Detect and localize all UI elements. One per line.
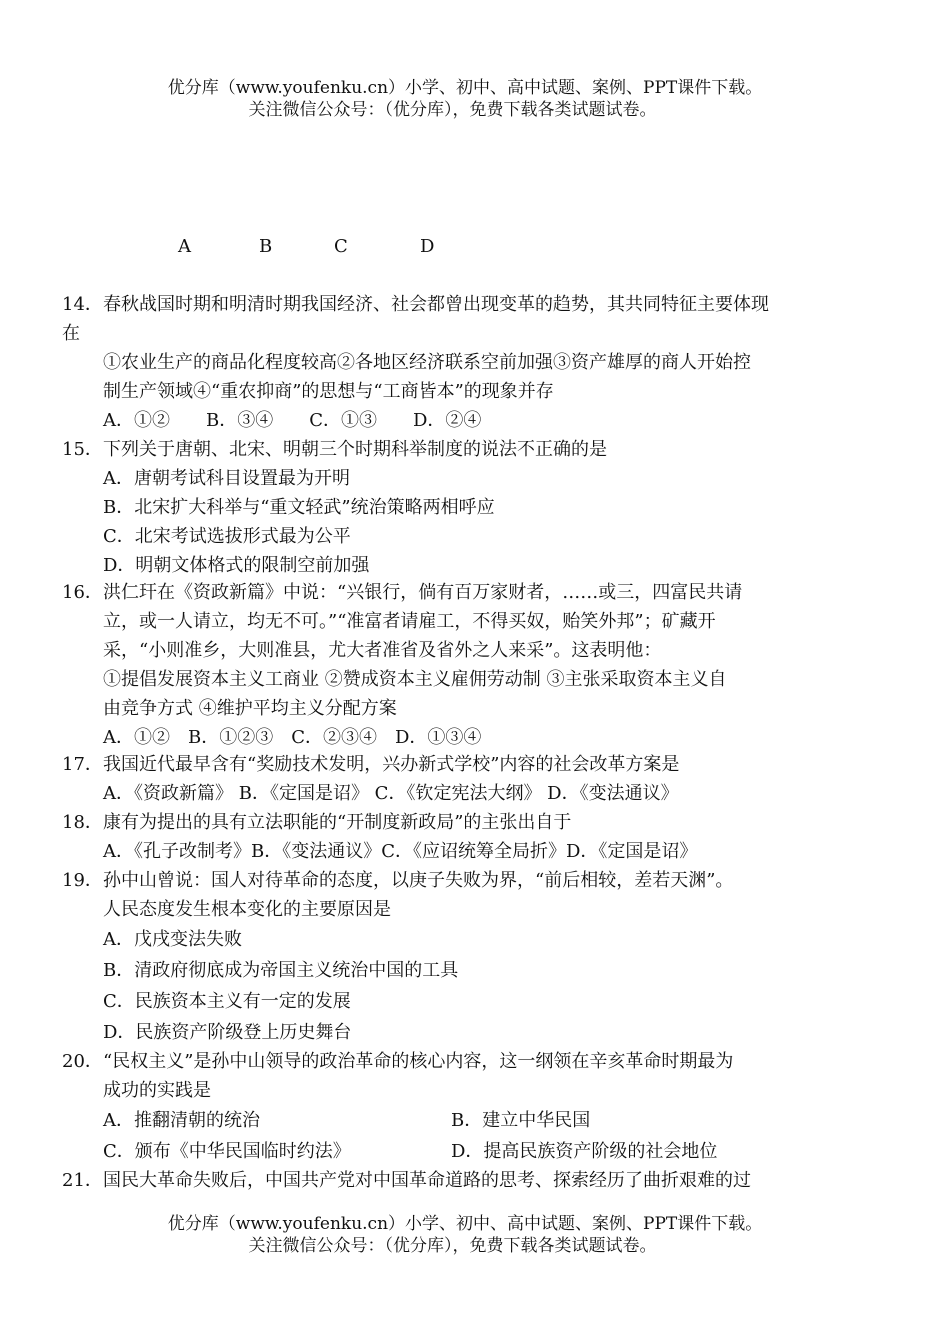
question-number: 20．	[62, 1051, 103, 1072]
stem-line: 人民态度发生根本变化的主要原因是	[103, 899, 391, 920]
answer-options: A．①② B．③④ C．①③ D．②④	[103, 410, 482, 431]
statement-line: ①提倡发展资本主义工商业 ②赞成资本主义雇佣劳动制 ③主张采取资本主义自	[103, 669, 727, 690]
question-19	[62, 866, 822, 1048]
options-row-2	[103, 1136, 822, 1167]
header-line-2: 关注微信公众号：（优分库），免费下载各类试题试卷。	[248, 100, 657, 120]
question-stem	[103, 578, 822, 752]
question-stem	[103, 290, 822, 319]
question-number: 19．	[62, 870, 103, 891]
answer-options: A．《资政新篇》 B．《定国是诏》 C．《钦定宪法大纲》 D．《变法通议》	[103, 783, 679, 804]
question-stem	[103, 750, 822, 808]
question-number: 15．	[62, 439, 103, 460]
stem-line: “民权主义”是孙中山领导的政治革命的核心内容，这一纲领在辛亥革命时期最为	[103, 1051, 734, 1072]
header-line-1: 优分库（www.youfenku.cn）小学、初中、高中试题、案例、PPT课件下载。	[167, 78, 763, 98]
question-stem	[103, 435, 822, 464]
question-stem	[103, 1166, 822, 1195]
question-number: 16．	[62, 582, 103, 603]
footer-line-1: 优分库（www.youfenku.cn）小学、初中、高中试题、案例、PPT课件下载。	[167, 1214, 763, 1234]
option-d: D．提高民族资产阶级的社会地位	[451, 1141, 718, 1162]
question-20	[62, 1047, 822, 1167]
question-number: 14．	[62, 294, 103, 315]
image-option-label-c: C	[334, 236, 348, 257]
question-21	[62, 1166, 822, 1195]
option-a: A．推翻清朝的统治	[103, 1110, 260, 1131]
stem-line: 春秋战国时期和明清时期我国经济、社会都曾出现变革的趋势，其共同特征主要体现	[103, 294, 769, 315]
image-option-label-a: A	[178, 236, 191, 257]
image-option-label-d: D	[420, 236, 435, 257]
option-b: B．北宋扩大科举与“重文轻武”统治策略两相呼应	[103, 497, 495, 518]
option-b: B．清政府彻底成为帝国主义统治中国的工具	[103, 960, 459, 981]
stem-line: 我国近代最早含有“奖励技术发明，兴办新式学校”内容的社会改革方案是	[103, 754, 680, 775]
question-number: 17．	[62, 754, 103, 775]
stem-line: 成功的实践是	[103, 1080, 211, 1101]
question-stem	[103, 866, 822, 1048]
question-15	[62, 435, 822, 580]
answer-options	[103, 464, 822, 580]
statement-line: 由竞争方式 ④维护平均主义分配方案	[103, 698, 397, 719]
option-c: C．颁布《中华民国临时约法》	[103, 1141, 351, 1162]
stem-line: 康有为提出的具有立法职能的“开制度新政局”的主张出自于	[103, 812, 572, 833]
option-d: D．民族资产阶级登上历史舞台	[103, 1022, 352, 1043]
option-b: B．建立中华民国	[451, 1110, 591, 1131]
stem-line: 国民大革命失败后，中国共产党对中国革命道路的思考、探索经历了曲折艰难的过	[103, 1170, 751, 1191]
page-footer	[0, 1213, 950, 1257]
image-option-labels	[0, 236, 950, 260]
statement-line: 制生产领域④“重农抑商”的思想与“工商皆本”的现象并存	[103, 381, 554, 402]
question-stem	[103, 1047, 822, 1167]
option-a: A．戊戌变法失败	[103, 929, 242, 950]
options-row-1	[103, 1105, 822, 1136]
stem-line: 下列关于唐朝、北宋、明朝三个时期科举制度的说法不正确的是	[103, 439, 607, 460]
stem-line: 孙中山曾说：国人对待革命的态度，以庚子失败为界，“前后相较，差若天渊”。	[103, 870, 734, 891]
page-header	[0, 77, 950, 121]
stem-line: 洪仁玕在《资政新篇》中说：“兴银行，倘有百万家财者，……或三，四富民共请	[103, 582, 743, 603]
option-d: D．明朝文体格式的限制空前加强	[103, 555, 370, 576]
question-16	[62, 578, 822, 752]
statement-list	[103, 348, 822, 435]
stem-line: 在	[62, 323, 80, 344]
footer-line-2: 关注微信公众号：（优分库），免费下载各类试题试卷。	[248, 1236, 657, 1256]
statement-line: ①农业生产的商品化程度较高②各地区经济联系空前加强③资产雄厚的商人开始控	[103, 352, 751, 373]
answer-options: A．《孔子改制考》B．《变法通议》C．《应诏统筹全局折》D．《定国是诏》	[103, 841, 698, 862]
option-c: C．北宋考试选拔形式最为公平	[103, 526, 351, 547]
question-14	[62, 290, 822, 435]
question-17	[62, 750, 822, 808]
question-18	[62, 808, 822, 866]
question-number: 18．	[62, 812, 103, 833]
question-stem	[103, 808, 822, 866]
option-c: C．民族资本主义有一定的发展	[103, 991, 351, 1012]
image-option-label-b: B	[259, 236, 273, 257]
answer-options: A．①② B．①②③ C．②③④ D．①③④	[103, 727, 482, 748]
question-number: 21．	[62, 1170, 103, 1191]
stem-line: 立，或一人请立，均无不可。”“准富者请雇工，不得买奴，贻笑外邦”；矿藏开	[103, 611, 716, 632]
option-a: A．唐朝考试科目设置最为开明	[103, 468, 350, 489]
stem-line: 采，“小则准乡，大则准县，尤大者准省及省外之人来采”。这表明他：	[103, 640, 662, 661]
